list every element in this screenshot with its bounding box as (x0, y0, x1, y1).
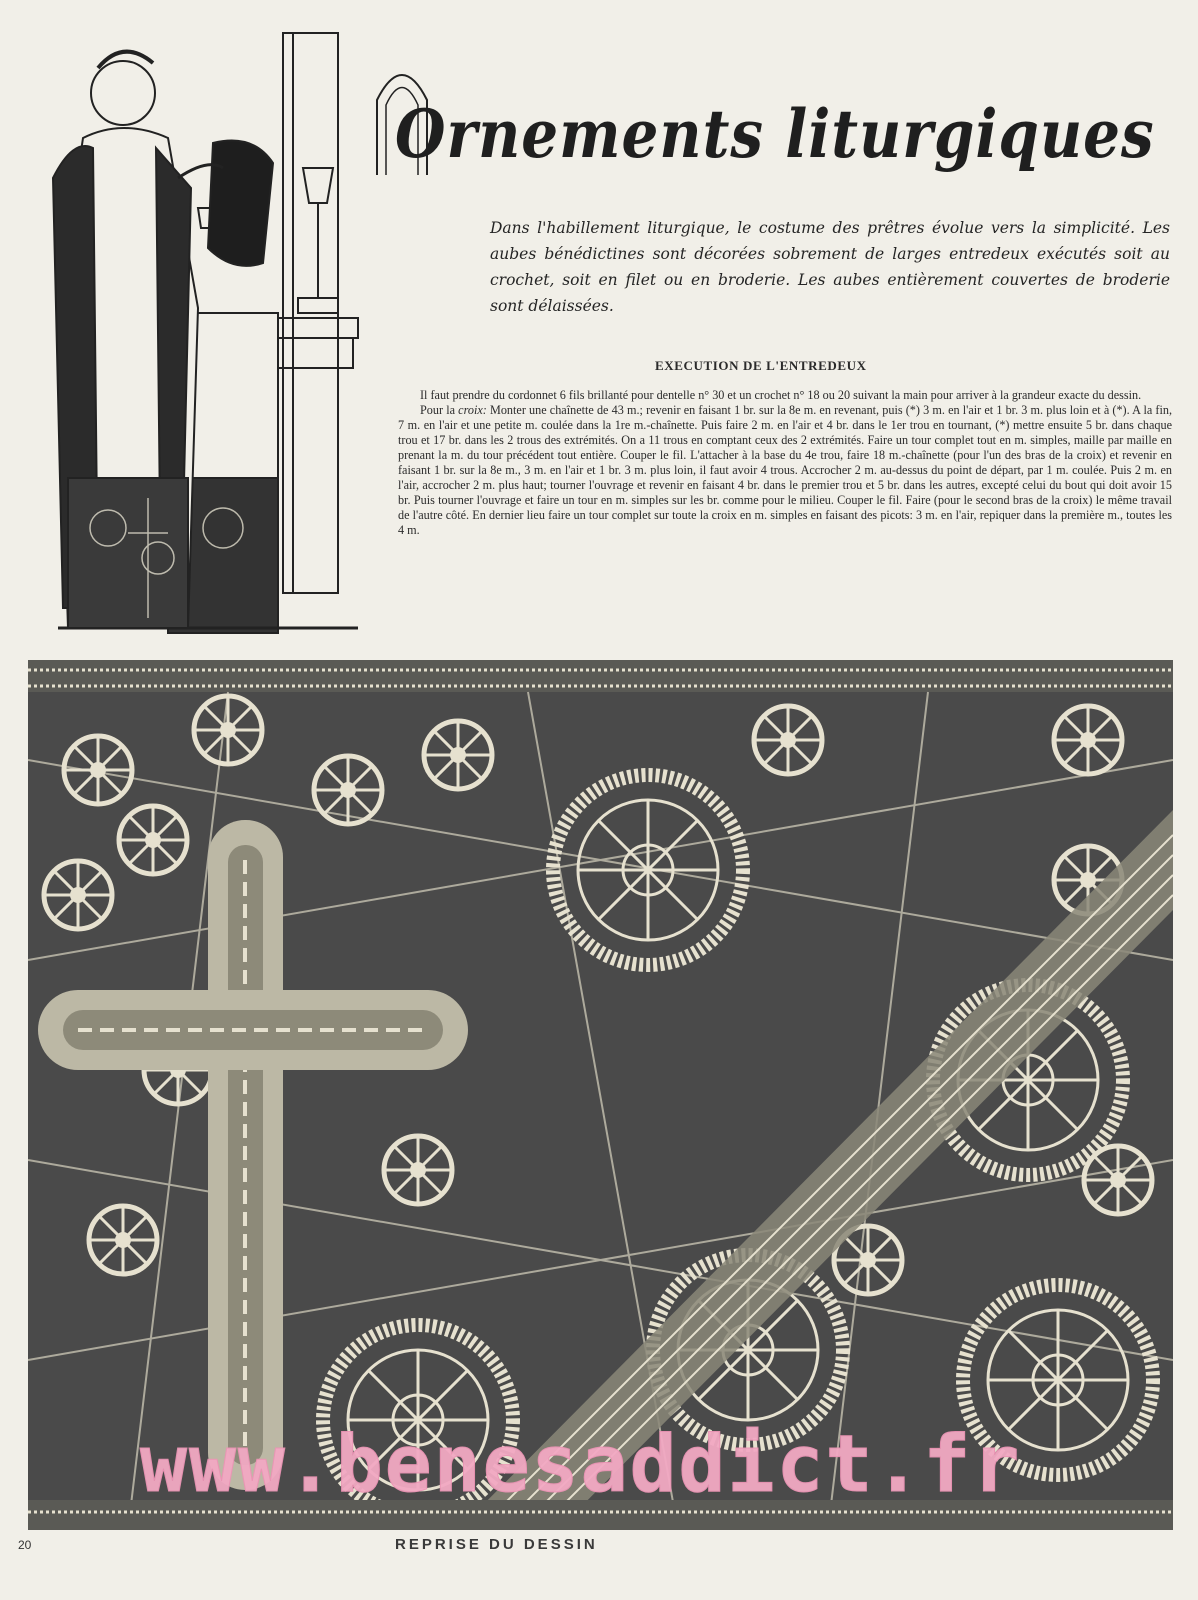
priest-illustration (28, 28, 368, 653)
paragraph-2-rest: Monter une chaînette de 43 m.; revenir en faisant 1 br. sur la 8e m. en revenant, puis (*) 3 m. en l'air et 1 br. 3 m. plus loin et à (*). A la fin, 7 m. en l'air et une petite m. coulée dans la 1re m.-chaînette. Puis faire 2 m. en l'air et 4 br. dans le 1er trou en tournant, (*) mettre ensuite 5 br. dans chaque trou et 17 br. dans les 2 trous des extrémités. On a 11 trous en comptant ceux des 2 extrémités. Faire un tour complet tout en m. simples, maille par maille en prenant la m. du tour précédent tout entière. Couper le fil. L'attacher à la base du 4e trou, faire 18 m.-chaînette (pour l'un des bras de la croix) et revenir en faisant 1 br. sur la 8e m., 3 m. en l'air et 1 br. 3 m. plus loin, il faut avoir 4 trous. Accrocher 2 m. au-dessus du point de départ, par 1 m. coulée. Puis 2 m. en l'air, accrocher 2 m. plus haut; tourner l'ouvrage et revenir en faisant 4 br. dans le premier trou et 5 br. dans les autres, excepté celui du bout qui doit avoir 15 br. Puis tourner l'ouvrage et faire un tour en m. simples sur les br. comme pour le milieu. Couper le fil. Faire (pour le second bras de la croix) le même travail de l'autre côté. En dernier lieu faire un tour complet sur toute la croix en m. simples en faisant des picots: 3 m. en l'air, repiquer dans la première m., toutes les 4 m. (398, 403, 1172, 537)
instructions-paragraph-2 (398, 403, 1172, 538)
paragraph-2-emphasis: croix: (458, 403, 487, 417)
instructions-body (398, 388, 1172, 538)
page-title: Ornements liturgiques (395, 95, 1155, 174)
page-number: 20 (18, 1538, 32, 1552)
lace-insert-photo (28, 660, 1173, 1530)
paragraph-2-lead: Pour la (420, 403, 459, 417)
intro-paragraph: Dans l'habillement liturgique, le costume des prêtres évolue vers la simplicité. Les aubes bénédictines sont décorées sobrement de larges entredeux exécutés soit au crochet, soit en filet ou en broderie. Les aubes entièrement couvertes de broderie sont délaissées. (490, 219, 1170, 315)
section-heading: EXECUTION DE L'ENTREDEUX (655, 358, 867, 373)
watermark-text: www.benesaddict.fr (140, 1420, 1022, 1510)
instructions-paragraph-1: Il faut prendre du cordonnet 6 fils brillanté pour dentelle n° 30 et un crochet n° 18 ou 20 suivant la main pour arriver à la grandeur exacte du dessin. (420, 388, 1142, 402)
caption-reprise: REPRISE DU DESSIN (395, 1536, 598, 1553)
lace-pattern (28, 660, 1173, 1530)
